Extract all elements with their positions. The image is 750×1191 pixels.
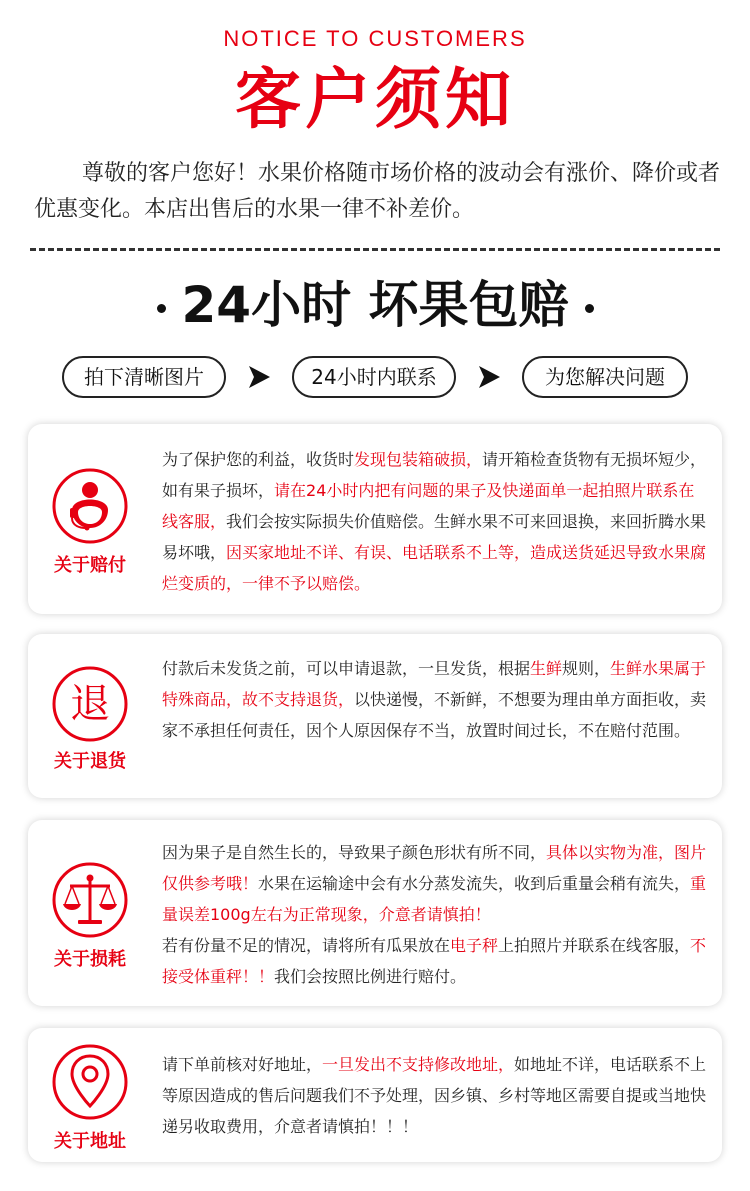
- card-returns: [28, 634, 722, 798]
- body-text: 规则，: [562, 659, 611, 678]
- body-text: 水果在运输途中会有水分蒸发流失，收到后重量会稍有流失，: [258, 874, 691, 893]
- highlighted-text: 具体以实物为准，图片仅供参考哦！: [162, 843, 707, 893]
- highlighted-text: 一旦发出不支持修改地址，: [322, 1055, 515, 1074]
- step-pill-contact: 24小时内联系: [292, 356, 456, 398]
- card-compensation: [28, 424, 722, 614]
- highlighted-text: 因买家地址不详、有误、电话联系不上等，造成送货延迟导致水果腐烂变质的，一律不予以赔偿。: [162, 543, 707, 593]
- highlighted-text: 请在24小时内把有问题的果子及快递面单一起拍照片联系在线客服，: [162, 481, 695, 531]
- return-icon-glyph: 退: [70, 681, 110, 727]
- intro-text: 尊敬的客户您好！水果价格随市场价格的波动会有涨价、降价或者优惠变化。本店出售后的水果一律不补差价。: [34, 161, 721, 222]
- body-text: 因为果子是自然生长的，导致果子颜色形状有所不同，: [162, 843, 547, 862]
- card-text: [162, 444, 710, 599]
- body-text: 请下单前核对好地址，: [162, 1055, 323, 1074]
- body-text: 我们会按照比例进行赔付。: [274, 967, 467, 986]
- scale-icon: [50, 860, 130, 940]
- body-text: 上拍照片并联系在线客服，: [498, 936, 691, 955]
- highlighted-text: 发现包装箱破损，: [354, 450, 483, 469]
- slogan: [0, 270, 750, 340]
- arrow-right-icon: [476, 358, 502, 396]
- slogan-text: 24小时 坏果包赔: [181, 276, 569, 334]
- body-text: 付款后未发货之前，可以申请退款，一旦发货，根据: [162, 659, 531, 678]
- process-steps: [0, 356, 750, 400]
- card-text: [162, 837, 710, 992]
- card-label: 关于损耗: [54, 949, 126, 970]
- bullet-dot-icon: [157, 304, 166, 313]
- card-label: 关于地址: [54, 1131, 126, 1152]
- highlighted-text: 不接受体重秤！！: [162, 936, 707, 986]
- notice-chinese-title: 客户须知: [235, 61, 515, 138]
- body-text: 如地址不详，电话联系不上等原因造成的售后问题我们不予处理，因乡镇、乡村等地区需要自提或当地快递另收取费用，介意者请慎拍！！！: [162, 1055, 707, 1136]
- body-text: 以快递慢，不新鲜，不想要为理由单方面拒收，卖家不承担任何责任，因个人原因保存不当，放置时间过长，不在赔付范围。: [162, 690, 707, 740]
- body-text: 为了保护您的利益，收货时: [162, 450, 355, 469]
- arrow-right-icon: [246, 358, 272, 396]
- card-text: [162, 1049, 710, 1142]
- bullet-dot-icon: [585, 304, 594, 313]
- card-label: 关于退货: [54, 751, 126, 772]
- dashed-divider: [30, 248, 720, 251]
- card-text: [162, 653, 710, 746]
- highlighted-text: 生鲜: [530, 659, 563, 678]
- notice-english-title: NOTICE TO CUSTOMERS: [223, 26, 527, 51]
- step-pill-resolve: 为您解决问题: [522, 356, 688, 398]
- card-loss: [28, 820, 722, 1006]
- body-text: 若有份量不足的情况，请将所有瓜果放在: [162, 936, 451, 955]
- card-label: 关于赔付: [54, 555, 126, 576]
- highlighted-text: 电子秤: [450, 936, 499, 955]
- highlighted-text: 生鲜水果属于特殊商品，故不支持退货，: [162, 659, 707, 709]
- card-address: [28, 1028, 722, 1162]
- customer-service-icon: [50, 466, 130, 546]
- step-pill-photo: 拍下清晰图片: [62, 356, 226, 398]
- location-pin-icon: [50, 1042, 130, 1122]
- body-text: 我们会按实际损失价值赔偿。生鲜水果不可来回退换，来回折腾水果易坏哦，: [162, 512, 707, 562]
- highlighted-text: 重量误差100g左右为正常现象，介意者请慎拍！: [162, 874, 707, 924]
- body-text: 请开箱检查货物有无损坏短少，如有果子损坏，: [162, 450, 707, 500]
- intro-paragraph: [34, 156, 724, 228]
